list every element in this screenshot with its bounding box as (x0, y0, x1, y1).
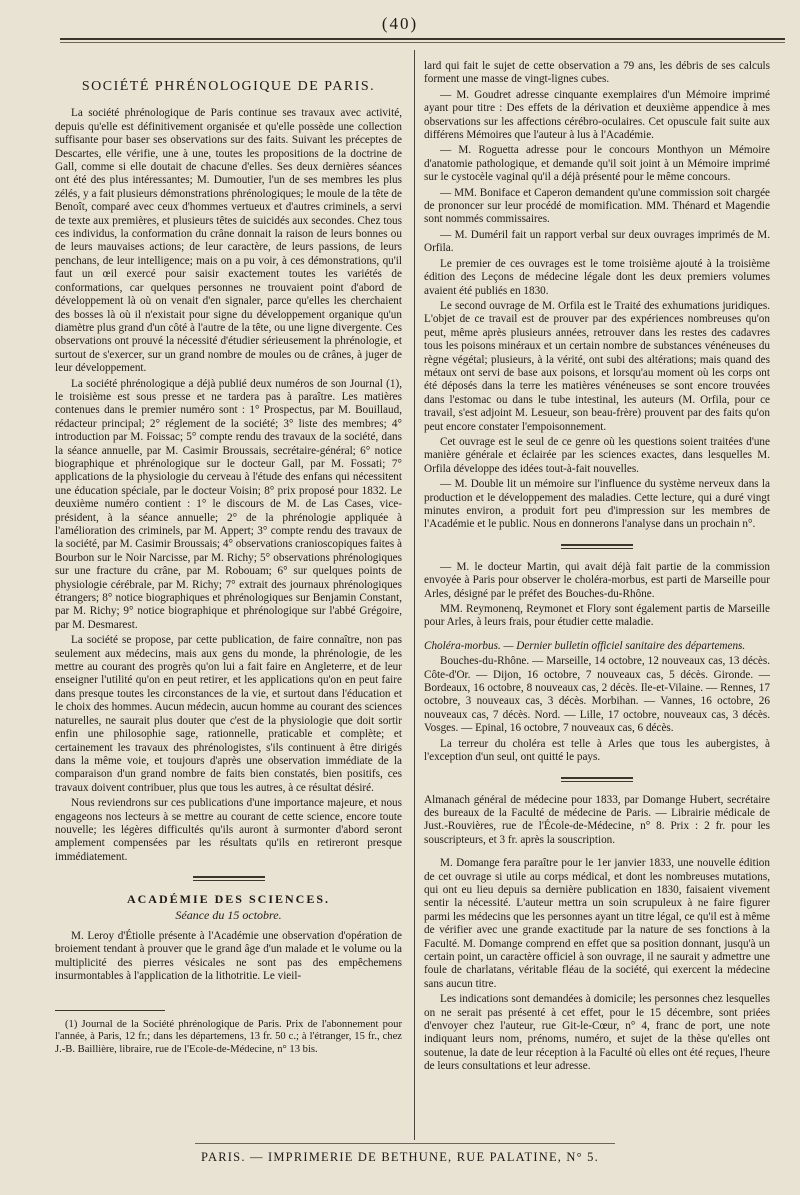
section-separator (193, 876, 265, 881)
section-separator (561, 544, 633, 549)
paragraph: — M. Goudret adresse cinquante exemplaires d'un Mémoire imprimé ayant pour titre : Des effets de la dérivation et deuxième appendice à mes observations sur les affections cérébro-oculaires. Cet opuscule fait suite aux différens Mémoires que l'auteur à lus à l'Académie. (424, 88, 770, 142)
paragraph: — M. Double lit un mémoire sur l'influence du système nerveux dans la production et le développement des maladies. Cette lecture, qui a duré vingt minutes environ, a produit fort peu d'impression sur les membres de l'Académie et le public. Nous en donnerons l'analyse dans un prochain n°. (424, 478, 770, 531)
paragraph: Les indications sont demandées à domicile; les personnes chez lesquelles on ne serait pas présenté à cet effet, pour le 15 décembre, sont priées d'envoyer chez l'auteur, rue Git-le-Cœur, n° 4, franc de port, une note indiquant leurs nom, prénoms, numéro, et sujet de la thèse qu'elles ont soutenue, la date de leur réception à la Faculté où elles ont été reçues, l'heure de leurs consultations et leur adresse. (424, 993, 770, 1073)
footnote-rule (55, 1010, 165, 1011)
right-column (424, 60, 770, 1076)
section-title-phrenologie: SOCIÉTÉ PHRÉNOLOGIQUE DE PARIS. (81, 79, 376, 94)
left-column (55, 58, 402, 1058)
page-number: (40) (381, 14, 419, 33)
paragraph: Cet ouvrage est le seul de ce genre où les questions soient traitées d'une manière générale et éclairée par les sciences exactes, dans lesquelles M. Orfila développe des idées tout-à-fait nouvelles. (424, 435, 770, 475)
footnote-text: (1) Journal de la Société phrénologique de Paris. Prix de l'abonnement pour l'année, à Paris, 12 fr.; dans les départemens, 13 fr. 50 c.; à l'étranger, 15 fr., chez J.-B. Baillière, libraire, rue de l'Ecole-de-Médecine, n° 13 bis. (55, 1018, 402, 1055)
paragraph: Nous reviendrons sur ces publications d'une importance majeure, et nous engageons nos lecteurs à se mettre au courant de cette science, encore toute nouvelle; les légères difficultés qu'ils auront à surmonter d'abord seront amplement compensées par les résultats qu'ils en retireront presque immédiatement. (55, 797, 402, 863)
section-separator (561, 777, 633, 782)
spacer (424, 632, 770, 640)
paragraph: La société phrénologique a déjà publié deux numéros de son Journal (1), le troisième est sous presse et ne tardera pas à paraître. Les matières contenues dans le premier numéro sont : 1° Prospectus, par M. Bouillaud, rédacteur principal; 2° réglement de la société; 3° liste des membres; 4° introduction par M. Foissac; 5° compte rendu des travaux de la société, dans la séance annuelle, par M. Casimir Broussais, secrétaire-général; 6° notice biographique et phrénologique sur le docteur Gall, par M. Fossati; 7° applications de la physiologie du cerveau à l'étude des enfans qui nécessitent une éducation spéciale, par le docteur Voisin; 8° prix proposé pour 1832. Le deuxième numéro contient : 1° le discours de M. de Las Cases, vice-président, à la séance annuelle; 2° de la phrénologie appliquée à l'amélioration des criminels, par M. Appert; 3° compte rendu des travaux de la société, par M. Casimir Broussais; 4° observations cranioscopiques faites à Bourbon sur le Noir Narcisse, par M. Richy; 5° observations phrénologiques sur une fracture du crâne, par M. Robouam; 6° sur quelques points de physiologie cérébrale, par M. Richy; 7° extrait des journaux phrénologiques étrangers; 8° notice biographiques et phrénologiques sur Benjamin Constant, par M. Richy; 9° notice biographique et phrénologique sur l'abbé Grégoire, par M. Desmarest. (55, 377, 402, 631)
paragraph: MM. Reymonenq, Reymonet et Flory sont également partis de Marseille pour Arles, à leurs frais, pour étudier cette maladie. (424, 603, 770, 629)
almanach-notice: Almanach général de médecine pour 1833, par Domange Hubert, secrétaire des bureaux de la Faculté de médecine de Paris. — Librairie médicale de Just.-Rouvières, rue de l'École-de-Médecine, n° 8. Prix : 2 fr. pour les souscripteurs, et 3 fr. après la souscription. (424, 793, 770, 846)
cholera-bulletin-heading: Choléra-morbus. — Dernier bulletin officiel sanitaire des départemens. (424, 639, 746, 652)
column-divider (414, 50, 415, 1140)
paragraph: La société se propose, par cette publication, de faire connaître, non pas seulement aux médecins, mais aux gens du monde, la phrénologie, de les mettre au courant des progrès qu'on lui a fait faire en Angleterre, et de leur enseigner l'utilité qu'on en peut retirer, et les applications qu'on en peut faire dans presque toutes les circonstances de la vie, et surtout dans l'éducation et le choix des hommes. Aucun médecin, aucun homme au courant des sciences naturelles, ne saurait plus douter que c'est de la physiologie que doit sortir enfin une philosophie sage, rationnelle, praticable et complète; et certainement les travaux des phrénologistes, s'ils continuent à être dirigés dans la même voie, et toujours d'après une observation immédiate de la comparaison d'un grand nombre de faits bien constatés, bien positifs, ces travaux doivent contribuer, plus que tous les autres, à ce résultat désiré. (55, 634, 402, 794)
paragraph: Le second ouvrage de M. Orfila est le Traité des exhumations juridiques. L'objet de ce travail est de prouver par des expériences nombreuses qu'on peut, même après plusieurs années, retrouver dans les restes des cadavres tous les poisons minéraux et un certain nombre de substances vénéneuses du règne végétal; plusieurs, à la vérité, ont subi des altérations; mais quand des métaux ont servi de base aux poisons, et lorsqu'au moment où les corps ont été déposés dans la terre les matières vénéneuses se sont encore trouvées dans l'estomac ou dans le tube intestinal, les auteurs (M. Orfila, pour ce travail, s'est adjoint M. Lesueur, son beau-frère) prouvent par des faits qu'on peut encore constater l'empoisonnement. (424, 299, 770, 433)
paragraph: lard qui fait le sujet de cette observation a 79 ans, les débris de ses calculs forment une masse de vingt-lignes cubes. (424, 60, 770, 86)
paragraph: — M. Duméril fait un rapport verbal sur deux ouvrages imprimés de M. Orfila. (424, 228, 770, 255)
paragraph: — M. le docteur Martin, qui avait déjà fait partie de la commission envoyée à Paris pour observer le choléra-morbus, est parti de Marseille pour Arles, désigné par le préfet des Bouches-du-Rhône. (424, 560, 770, 600)
seance-date: Séance du 15 octobre. (175, 907, 282, 922)
spacer (424, 849, 770, 857)
paragraph: M. Leroy d'Étiolle présente à l'Académie une observation d'opération de broiement tendant à prouver que le grand âge d'un malade et le volume ou la multiplicité des pierres vésicales ne sont pas des empêchemens insurmontables à l'application de la lithotritie. Le vieil- (55, 929, 402, 983)
paragraph: M. Domange fera paraître pour le 1er janvier 1833, une nouvelle édition de cet ouvrage si utile au corps médical, et dont les nombreuses mutations, qui ont eu lieu depuis sa dernière publication en 1830, faisaient vivement sentir la nécessité. L'auteur mettra un soin scrupuleux à ne faire figurer parmi les médecins que les personnes ayant un titre légal, ce qu'il est à même de vérifier avec une grande exactitude par la nature de ses fonctions à la Faculté. M. Domange comprend en effet que sa position donnant, jusqu'à un certain point, un caractère officiel à son ouvrage, il ne saurait y admettre une foule de charlatans, véritable fléau de la société, qui exercent la médecine sans aucun titre. (424, 857, 770, 990)
footnote (55, 1019, 402, 1057)
paragraph: — MM. Boniface et Caperon demandent qu'une commission soit chargée de prononcer sur leur procédé de momification. MM. Thénard et Magendie sont nommés commissaires. (424, 186, 770, 226)
printer-imprint: PARIS. — IMPRIMERIE DE BETHUNE, RUE PALATINE, N° 5. (201, 1150, 599, 1164)
top-rule-thin (60, 42, 785, 43)
paragraph: La terreur du choléra est telle à Arles que tous les aubergistes, à l'exception d'un seul, ont quitté le pays. (424, 737, 770, 764)
cholera-bulletin: Bouches-du-Rhône. — Marseille, 14 octobre, 12 nouveaux cas, 13 décès. Côte-d'Or. — Dijon, 16 octobre, 7 nouveaux cas, 5 décès. Gironde. — Bordeaux, 16 octobre, 8 nouveaux cas, 2 décès. Ile-et-Vilaine. — Rennes, 17 octobre, 3 nouveaux cas, 3 décès. Morbihan. — Vannes, 16 octobre, 26 nouveaux cas, 7 décès. Nord. — Lille, 17 octobre, nouveaux cas, 3 décès. Vosges. — Epinal, 16 octobre, 7 nouveaux cas, 6 décès. (424, 655, 770, 735)
paragraph: — M. Roguetta adresse pour le concours Monthyon un Mémoire d'anatomie pathologique, et demande qu'il soit joint à un Mémoire imprimé sur le cystocèle vaginal qu'il a déjà présenté pour le même concours. (424, 144, 770, 184)
paragraph: Le premier de ces ouvrages est le tome troisième ajouté à la troisième édition des Leçons de médecine légale dont les deux premiers volumes avaient été publiés en 1830. (424, 257, 770, 297)
imprint-rule (195, 1143, 615, 1144)
paragraph: La société phrénologique de Paris continue ses travaux avec activité, depuis qu'elle est définitivement organisée et qu'elle possède une collection suffisante pour baser ses observations sur des faits. Suivant les préceptes de Descartes, elle vérifie, une à une, toutes les propositions de la doctrine de Gall, comme si elle doutait de chacune d'elles. Ses deux dernières séances ont été des plus intéressantes; M. Dumoutier, l'un de ses membres les plus zélés, y a fait plusieurs démonstrations phrénologiques; le moule de la tête de Benoît, comparé avec ceux d'hommes vertueux et d'autres criminels, a servi de texte aux premières, et plusieurs têtes de suicidés aux secondes. Chez tous ces individus, la conformation du crâne donnait la raison de leurs bonnes ou de leurs mauvaises actions; de leur caractère, de leurs passions, de leurs penchans, de leur intelligence; mais on a pu voir, à ces démonstrations, qu'il faut un œil exercé pour saisir exactement toutes les variétés de conformations, car quelques personnes ne trouvaient point d'abord de développement là où on venait d'en signaler, parce qu'elles les cherchaient des bosses là où il n'existait pour signe du développement organique qu'un diamètre plus grand d'un côté à l'autre de la tête, ou une ligne divergente. Ces observations ont prouvé la nécessité d'étudier sérieusement la phrénologie, et surtout de s'exercer, sur un grand nombre de moules ou de crânes, à juger de leur développement. (55, 107, 402, 375)
section-title-academie: ACADÉMIE DES SCIENCES. (126, 892, 331, 907)
top-rule (60, 38, 785, 40)
